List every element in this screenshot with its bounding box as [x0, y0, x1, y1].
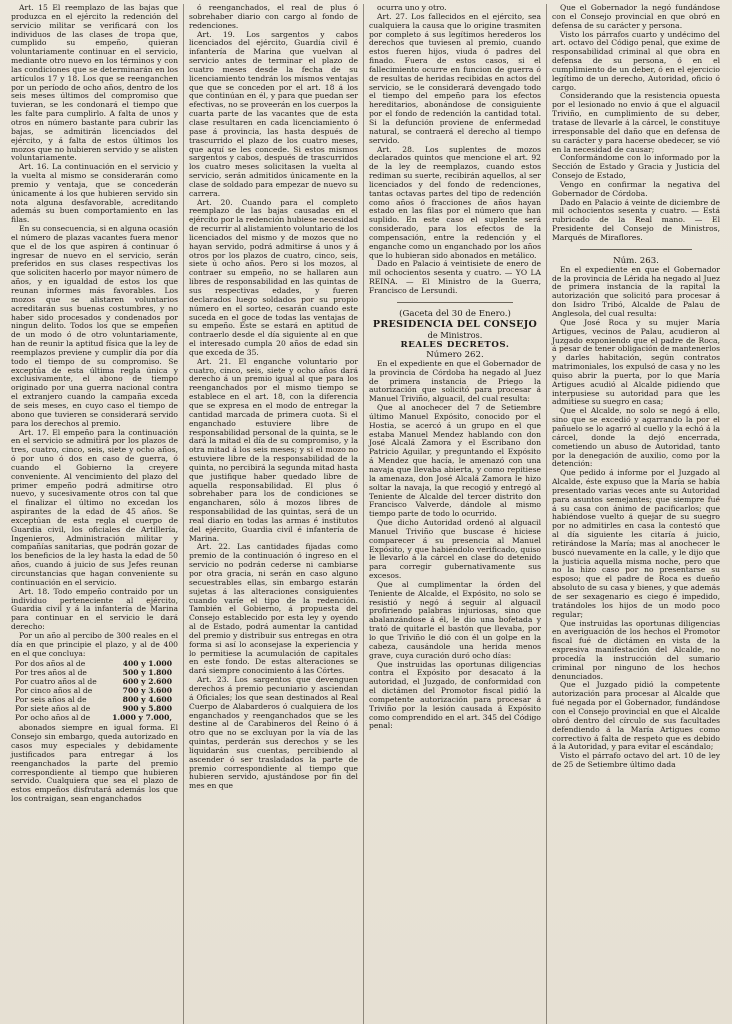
- premium-value: 500 y 1.800: [122, 668, 172, 678]
- premium-table-row: [15, 714, 178, 723]
- decrees-heading: REALES DECRETOS.: [400, 339, 510, 350]
- paragraph: Que al cumplimentar la órden del Teniente de Alcalde, el Expósito, no solo se resistió y negó á seguir al alguacil profiriendo palabras injuriosas, sino que abalanzándose á él, le dio una bofetada y trató de quitarle el bastón que llevaba, por lo que Triviño le dió con él un golpe en la cabeza, causándole una herida menos grave, cuya curación duró ocho días:: [369, 579, 541, 660]
- paragraph: ó reenganchados, el real de plus ó sobrehaber diario con cargo al fondo de redenciones.: [189, 4, 358, 30]
- paragraph: Dado en Palacio á veinte de diciembre de mil ochocientos sesenta y cuatro. — Está rubricado de la Real mano. — El Presidente del Consejo de Ministros, Marqués de Miraflores.: [552, 197, 720, 242]
- premium-value: 1.000 y 7.000,: [112, 712, 172, 722]
- paragraph: Art. 22. Las cantidades fijadas como premio de la continuación ó ingreso en el servicio no podrán cederse ni cambiarse por otra gracia, ni serán en caso alguno secuestrables ellas, sin embargo estarán sujetas á las alteraciones consiguientes cuando varíe el tipo de la redención. También el Gobierno, á propuesta del Consejo establecido por esta ley y oyendo al de Estado, podrá aumentar la cantidad del premio y distribuir sus entregas en otra forma si así lo aconsejase la experiencia y lo permitiese la acumulación de capitales en este fondo. De estas alteraciones se dará siempre conocimiento á las Córtes.: [189, 542, 358, 676]
- divider: [397, 302, 513, 303]
- paragraph: Que José Roca y su mujer María Artigues, vecinos de Palau, acudieron al Juzgado exponiendo que el padre de Roca, á pesar de tener obligación de mantenerlos y darles habitación, según contratos matrimoniales, los expulsó de casa y no les quiso abrir la puerta, por lo que María Artigues acudió al Alcalde pidiendo que interpusiese su autoridad para que les admitiese su suegro en casa;: [552, 317, 720, 407]
- section-heading: PRESIDENCIA DEL CONSEJO: [372, 318, 538, 330]
- premium-label: Por dos años al de: [15, 659, 86, 669]
- paragraph: Art. 27. Los fallecidos en el ejército, sea cualquiera la causa que lo origine trasmiten por completo á sus legítimos herederos los derechos que tuviesen al premio, cuando estos fueren hijos, viuda ó padres del finado. Fuera de estos casos, si el fallecimiento ocurre en funcion de guerra ó de resultas de heridas recibidas en actos del servicio, se le considerará devengado todo el tiempo del empeño para los efectos hereditarios, abonándose de consiguiente por el fondo de redención la cantidad total. Si la defunción proviene de enfermedad natural, se contraerá el derecho al tiempo servido.: [369, 11, 542, 145]
- paragraph: Art. 16. La continuación en el servicio y la vuelta al mismo se considerarán como premio y ventaja, que se concederán únicamente á los que hubieren servido sin nota alguna desfavorable, acreditando además su buen comportamiento en las filas.: [11, 162, 178, 225]
- premium-label: Por cuatro años al de: [15, 677, 97, 687]
- paragraph: Que el Alcalde, no solo se negó á ello, sino que se excedió y agarrando la por el pañuelo se lo agarró al cuello y la echó á la cárcel, donde la dejó encerrada, cometiendo un abuso de Autoridad, tanto por la denegación de auxilio, como por la detención:: [552, 406, 720, 469]
- paragraph: Art. 18. Todo empeño contraido por un individuo perteneciente al ejército, Guardia civil y á la infantería de Marina para continuar en el servicio le dará derecho:: [11, 586, 178, 632]
- premium-label: Por ocho años al de: [15, 712, 91, 722]
- paragraph: Vengo en confirmar la negativa del Gobernador de Córdoba.: [552, 179, 720, 198]
- paragraph: Que pedido á informe por el Juzgado al Alcalde, éste expuso que la María se había presentado varias veces ante su Autoridad para asuntos semejantes; que siempre fué á su casa con ánimo de pacificarlos; que habiéndose vuelto á quejar de su suegro por no admitirles en casa la contestó que al día siguiente les citaría á juicio, retirándose la María; mas al anochecer le buscó nuevamente en la calle, y le dijo que la justicia aquella misma noche, pero que no la hizo caso por no presentarse su esposo; que el padre de Roca es dueño absoluto de su casa y bienes, y que además de ser sexagenario es ciego é impedido, tratándoles los hijos de un modo poco regular;: [552, 468, 720, 619]
- divider: [580, 249, 692, 250]
- paragraph: Que dicho Autoridad ordenó al alguacil Manuel Triviño que buscase é hiciese comparecer á su presencia al Manuel Expósito, y que habiéndolo verificado, quiso le llevarlo á la cárcel en clase do detenido para corregir gubernativamente sus excesos.: [369, 518, 541, 581]
- premium-value: 700 y 3.600: [122, 685, 172, 695]
- paragraph: Visto el párrafo octavo del art. 10 de ley de 25 de Setiembre último dada: [552, 751, 720, 770]
- paragraph: abonados siempre en igual forma. El Consejo sin embargo, queda autorizado en casos muy especiales y debidamente justificados para entregar á los reenganchados la parte del premio correspondiente al tiempo que hubieren servido. Cualquiera que sea el plazo de estos empeños disfrutará además los que los contraigan, sean enganchados: [11, 723, 178, 804]
- paragraph: Art. 15 El reemplazo de las bajas que produzca en el ejército la redención del servicio militar se verificará con los individuos de las clases de tropa que, cumplido su empeño, quieran voluntariamente continuar en el servicio, mediante otro nuevo en los términos y con las condiciones que se determinarán en los artículos 17 y 18. Los que se reenganchen por un período de ocho años, dentro de los seis meses últimos del compromiso que tuvieran, se les condonará el tiempo que les falte para cumplirlo. A falta de unos y otros en número bastante para cubrir las bajas, se admitirán licenciados del ejército, y á falta de estos últimos los mozos que no hubieren servido y se alisten voluntariamente.: [11, 4, 178, 163]
- paragraph: En el expediente en que el Gobernador de la provincia de Córdoba ha negado al Juez de primera instancia de Priego la autorización que solicitó para procesar á Manuel Triviño, alguacil, del cual resulta:: [369, 358, 541, 404]
- paragraph: Art. 19. Los sargentos y cabos licenciados del ejército, Guardia civil é infantería de Marina que vuelvan al servicio antes de terminar el plazo de cuatro meses desde la fecha de su licenciamiento tendrán los mismos ventajas que que se conceden por el art. 18 á los que continúan en él, y para que puedan ser efectivas, no se proveerán en los cuerpos la cuarta parte de las vacantes que de esta clase resultaren en cada licenciamiento ó pase á provincia, las hasta después de trascurrido el plazo de los cuatro meses, que aquí se les concede. Si estos mismos sargentos y cabos, después de trascurridos los cuatro meses solicitasen la vuelta al servicio, serán admitidos únicamente en la clase de soldado para empezar de nuevo su carrera.: [189, 29, 358, 198]
- premium-table: [15, 660, 178, 722]
- paragraph: Art. 21. El enganche voluntario por cuatro, cinco, seis, siete y ocho años dará derecho á un premio igual al que para los reenganchados por el mismo tiempo se establece en el art. 18, con la diferencia que se expresa en el modo de entregar la cantidad marcada de primera cuota. Si el enganchado estuviere libre de responsabilidad personal de la quinta, se le dará la mitad el día de su compromiso, y la otra mitad á los seis meses; y si el mozo no estuviere libre de la responsabilidad de la quinta, no percibirá la segunda mitad hasta que justifique haber quedado libre de aquella responsabilidad. El plus ó sobrehaber para los de condiciones se engancharen, sólo á mozos libres de responsabilidad de las quintas, será de un real diario en todas las armas é institutos del ejército, Guardia civil é infantería de Marina.: [189, 356, 358, 543]
- paragraph: Visto los párrafos cuarto y undécimo del art. octavo del Código penal, que exime de responsabilidad criminal al que obra en defensa de su persona, ó en el cumplimiento de un deber, ó en el ejercicio legítimo de un derecho, Autoridad, oficio ó cargo.: [552, 29, 720, 92]
- section-subheading: de Ministros.: [427, 329, 483, 340]
- paragraph: Conformándome con lo informado por la Sección de Estado y Gracia y Justicia del Consejo de Estado,: [552, 153, 720, 181]
- column-3: [364, 4, 547, 1024]
- paragraph: En su consecuencia, si en alguna ocasión el número de plazas vacantes fuera menor que el de los que aspiren á continuar ó ingresar de nuevo en el servicio, serán preferidos en sus clases respectivas los que soliciten hacerlo por mayor número de años, y en igualdad de estos los que reunan informes más favorables. Los mozos que se alistaren voluntarios acreditarán sus buenas costumbres, y no haber sido procesados y condenados por ningun delito. Todos los que se empeñen de un modo ó de otro voluntariamente, han de reunir la aptitud física que la ley de reemplazos previene y cumplir día por día todo el tiempo de su compromiso. Se exceptúa de esta última regla única y exclusivamente, el abono de tiempo originado por una guerra nacional contra el extranjero cuando la campaña exceda de seis meses, en cuyo caso el tiempo de abono que tuvieren se considerará servido para los derechos al premio.: [11, 224, 178, 428]
- paragraph: Que al anochecer del 7 de Setiembre último Manuel Expósito, conocido por el Hostia, se acercó á un grupo en el que estaba Manuel Mendez hablando con don José Alcalá Zamora y el Escribano don Patricio Aguilar, y preguntando el Expósito á Mendez que hacía, le amenazó con una navaja que llevaba abierta, y como repitiese la amenaza, don José Alcalá Zamora le hizo soltar la navaja, la que recogió y entregó al Teniente de Alcalde del tercer distrito don Francisco Valverde, dándole al mismo tiempo parte de todo lo ocurrido.: [369, 403, 541, 519]
- decree-number: Núm. 263.: [613, 255, 659, 266]
- premium-value: 800 y 4.600: [122, 694, 172, 704]
- column-2: [184, 4, 364, 1024]
- paragraph: Por un año al percibo de 300 reales en el día en que principie el plazo, y al de 400 en el que concluya:: [11, 630, 178, 658]
- premium-label: Por siete años al de: [15, 703, 91, 713]
- gaceta-date: (Gaceta del 30 de Enero.): [399, 308, 511, 319]
- column-container: [6, 4, 726, 1024]
- paragraph: Art. 23. Los sargentos que devenguen derechos á premio pecuniario y asciendan á Oficiales; los que sean destinados al Real Cuerpo de Alabarderos ó cualquiera de los enganchados y reenganchados que se les destine al de Carabineros del Reino ó á otro que no se excluyan por la vía de las quintas, perderán sus derechos y se les liquidarán sus cuentas, percibiendo al ascender ó ser trasladados la parte de premio correspondiente al tiempo que hubieren servido, ajustándose por fin del mes en que: [189, 675, 358, 791]
- paragraph: Art. 20. Cuando para el completo reemplazo de las bajas causadas en el ejército por la redención hubiese necesidad de recurrir al alistamiento voluntario de los licenciados del mismo y de mozos que no hayan servido, podrá admitirse á unos y á otros por los plazos de cuatro, cinco, seis, siete ú ocho años. Pero si los mozos, al contraer su empeño, no se hallaren aun libres de responsabilidad en las quintas de sus respectivas edades, y fueren declarados luego soldados por su propio número en el sorteo, cesarán cuando este suceda en el goce de todas las ventajas de su empeño. Este se estará en aptitud de contraerlo desde el día siguiente al en que el interesado cumpla 20 años de edad sin que exceda de 35.: [189, 197, 358, 357]
- premium-label: Por tres años al de: [15, 668, 87, 678]
- premium-value: 400 y 1.000: [122, 659, 172, 669]
- paragraph: Considerando que la resistencia opuesta por el lesionado no envio á que el alguacil Triviño, en cumplimiento de su deber, tratase de llevarle á la cárcel, le constituye irresponsable del daño que en defensa de su carácter y para hacerse obedecer, se vió en la necesidad de causar;: [552, 91, 720, 154]
- paragraph: Art. 17. El empeño para la continuación en el servicio se admitirá por los plazos de tres, cuatro, cinco, seis, siete y ocho años, ó por uno ó dos en caso de guerra, ó cuando el Gobierno la creyere conveniente. Al vencimiento del plazo del primer empeño podrá admitirse otro nuevo, y sucesivamente otros con tal que el finalizar el último no excedan los aspirantes de la edad de 45 años. Se exceptúan de esta regla el cuerpo de Guardia civil, los oficiales de Artillería, Ingenieros, Administración militar y compañías sanitarias, que podrán gozar de los beneficios de la ley hasta la edad de 50 años, cuando á juicio de sus Jefes reunan circunstancias que hagan conveniente su continuación en el servicio.: [11, 427, 178, 587]
- paragraph: Art. 28. Los suplentes de mozos declarados quintos que mencione el art. 92 de la ley de reemplazos, cuando estos rediman su suerte, recibirán aquellos, al ser licenciados y del fondo de redenciones, tantas octavas partes del tipo de redención como años ó fracciones de años hayan estado en las filas por el número que han suplido. En este caso el suplente será considerado, para los efectos de la compensación, entre la redención y el enganche como un enganchado por los años que lo hubieran sido abonados en metálico.: [369, 144, 541, 260]
- paragraph: Dado en Palacio á veintisiete de enero de mil ochocientos sesenta y cuatro. — YO LA REINA. — El Ministro de la Guerra, Francisco de Lersundi.: [369, 259, 541, 295]
- premium-label: Por seis años al de: [15, 694, 87, 704]
- column-1: [6, 4, 184, 1024]
- premium-value: 600 y 2.600: [122, 677, 172, 687]
- paragraph: Que instruidas las oportunas diligencias contra el Expósito por desacato á la autoridad, el Juzgado, de conformidad con el dictámen del Promotor fiscal pidió la competente autorización para procesar á Triviño por la lesión causada á Expósito como comprendido en el art. 345 del Código penal:: [369, 659, 541, 731]
- column-4: [547, 4, 725, 1024]
- paragraph: Que instruidas las oportunas diligencias en averiguación de los hechos el Promotor fiscal fué de dictámen en vista de la expresiva manifestación del Alcalde, no procedía la instrucción del sumario criminal por ninguno de los hechos denunciados.: [552, 618, 720, 681]
- premium-label: Por cinco años al de: [15, 685, 93, 695]
- paragraph: ocurra uno y otro.: [377, 4, 447, 12]
- premium-value: 900 y 5.800: [122, 703, 172, 713]
- paragraph: Que el Juzgado pidió la competente autorización para procesar al Alcalde que fué negada por el Gobernador, fundándose con el Consejo provincial en que el Alcalde obró dentro del círculo de sus facultades defendiendo á la María Artigues como correctivo á falta de respeto que es debido á la Autoridad, y para evitar el escándalo;: [552, 680, 720, 752]
- decree-number: Número 262.: [426, 349, 484, 360]
- paragraph: Que el Gobernador la negó fundándose con el Consejo provincial en que obró en defensa de su carácter y persona.: [552, 4, 720, 30]
- paragraph: En el expediente en que el Gobernador de la provincia de Lérida ha negado al Juez de primera instancia de la rapital la autorización que solicitó para procesar á don Isidro Tribó, Alcalde de Palau de Anglesola, del cual resulta:: [552, 264, 720, 318]
